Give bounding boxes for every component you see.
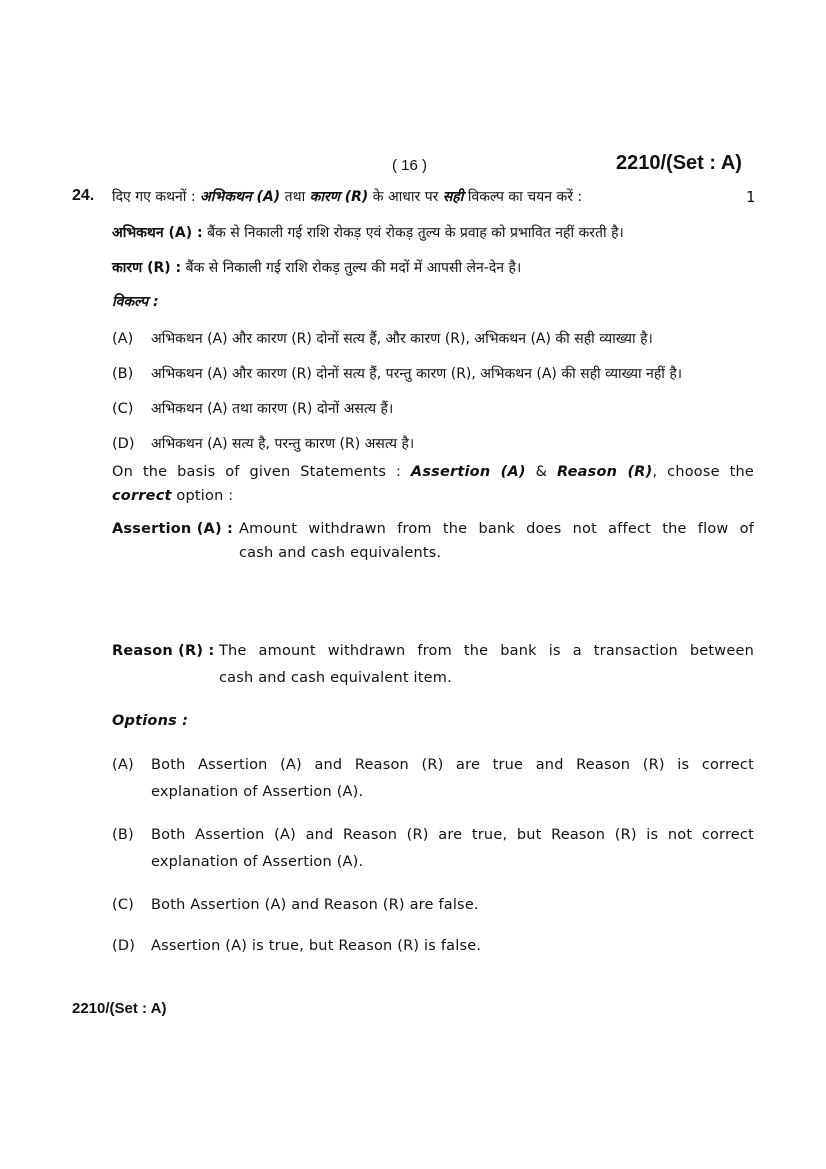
hindi-option-a-text: अभिकथन (A) और कारण (R) दोनों सत्य हैं, और कारण (R), अभिकथन (A) की सही व्याख्या है।	[151, 331, 653, 347]
english-option-a-line2: explanation of Assertion (A).	[151, 784, 364, 800]
english-assertion-line2: cash and cash equivalents.	[239, 545, 442, 561]
english-instruction-line1: On the basis of given Statements : Assertion (A) & Reason (R), choose the	[112, 464, 754, 480]
hindi-reason-label: कारण (R) :	[112, 260, 182, 276]
english-option-d-line1: Assertion (A) is true, but Reason (R) is false.	[151, 938, 482, 954]
hindi-option-d: (D)	[112, 436, 135, 452]
english-option-b-line2: explanation of Assertion (A).	[151, 854, 364, 870]
english-assertion-line1: Amount withdrawn from the bank does not affect the flow of	[239, 521, 754, 537]
english-option-c-line1: Both Assertion (A) and Reason (R) are false.	[151, 897, 479, 913]
english-assertion-label: Assertion (A) :	[112, 521, 234, 537]
english-reason-line2: cash and cash equivalent item.	[219, 670, 452, 686]
question-marks: 1	[746, 188, 756, 206]
hindi-option-c: (C)	[112, 401, 134, 417]
english-option-b-line1: Both Assertion (A) and Reason (R) are true, but Reason (R) is not correct	[151, 827, 754, 843]
english-option-d-letter: (D)	[112, 938, 136, 954]
hindi-reason-text: बैंक से निकाली गई राशि रोकड़ तुल्य की मदों में आपसी लेन-देन है।	[181, 260, 522, 276]
footer-set-code: 2210/(Set : A)	[72, 1000, 167, 1017]
question-number: 24.	[72, 187, 95, 204]
hindi-options-label: विकल्प :	[112, 294, 159, 310]
hindi-option-a: (A)	[112, 331, 134, 347]
hindi-assertion	[112, 223, 624, 243]
english-reason-line1: The amount withdrawn from the bank is a transaction between	[219, 643, 754, 659]
english-reason-label: Reason (R) :	[112, 643, 215, 659]
set-code-header: 2210/(Set : A)	[616, 152, 742, 174]
english-options-label: Options :	[112, 713, 189, 729]
hindi-instruction: दिए गए कथनों : अभिकथन (A) तथा कारण (R) के आधार पर सही विकल्प का चयन करें :	[112, 189, 583, 205]
english-option-b-letter: (B)	[112, 827, 134, 843]
hindi-option-d-text: अभिकथन (A) सत्य है, परन्तु कारण (R) असत्य है।	[151, 436, 415, 452]
hindi-option-b: (B)	[112, 366, 134, 382]
page-number: ( 16 )	[392, 157, 428, 174]
hindi-option-c-text: अभिकथन (A) तथा कारण (R) दोनों असत्य हैं।	[151, 401, 394, 417]
english-instruction-line2: correct option :	[112, 488, 234, 504]
hindi-option-b-text: अभिकथन (A) और कारण (R) दोनों सत्य हैं, परन्तु कारण (R), अभिकथन (A) की सही व्याख्या नहीं है।	[151, 366, 683, 382]
hindi-reason	[112, 258, 521, 278]
hindi-assertion-label: अभिकथन (A) :	[112, 225, 203, 241]
english-option-a-letter: (A)	[112, 757, 134, 773]
hindi-assertion-text: बैंक से निकाली गई राशि रोकड़ एवं रोकड़ तुल्य के प्रवाह को प्रभावित नहीं करती है।	[202, 225, 624, 241]
english-option-c-letter: (C)	[112, 897, 135, 913]
english-option-a-line1: Both Assertion (A) and Reason (R) are true and Reason (R) is correct	[151, 757, 754, 773]
